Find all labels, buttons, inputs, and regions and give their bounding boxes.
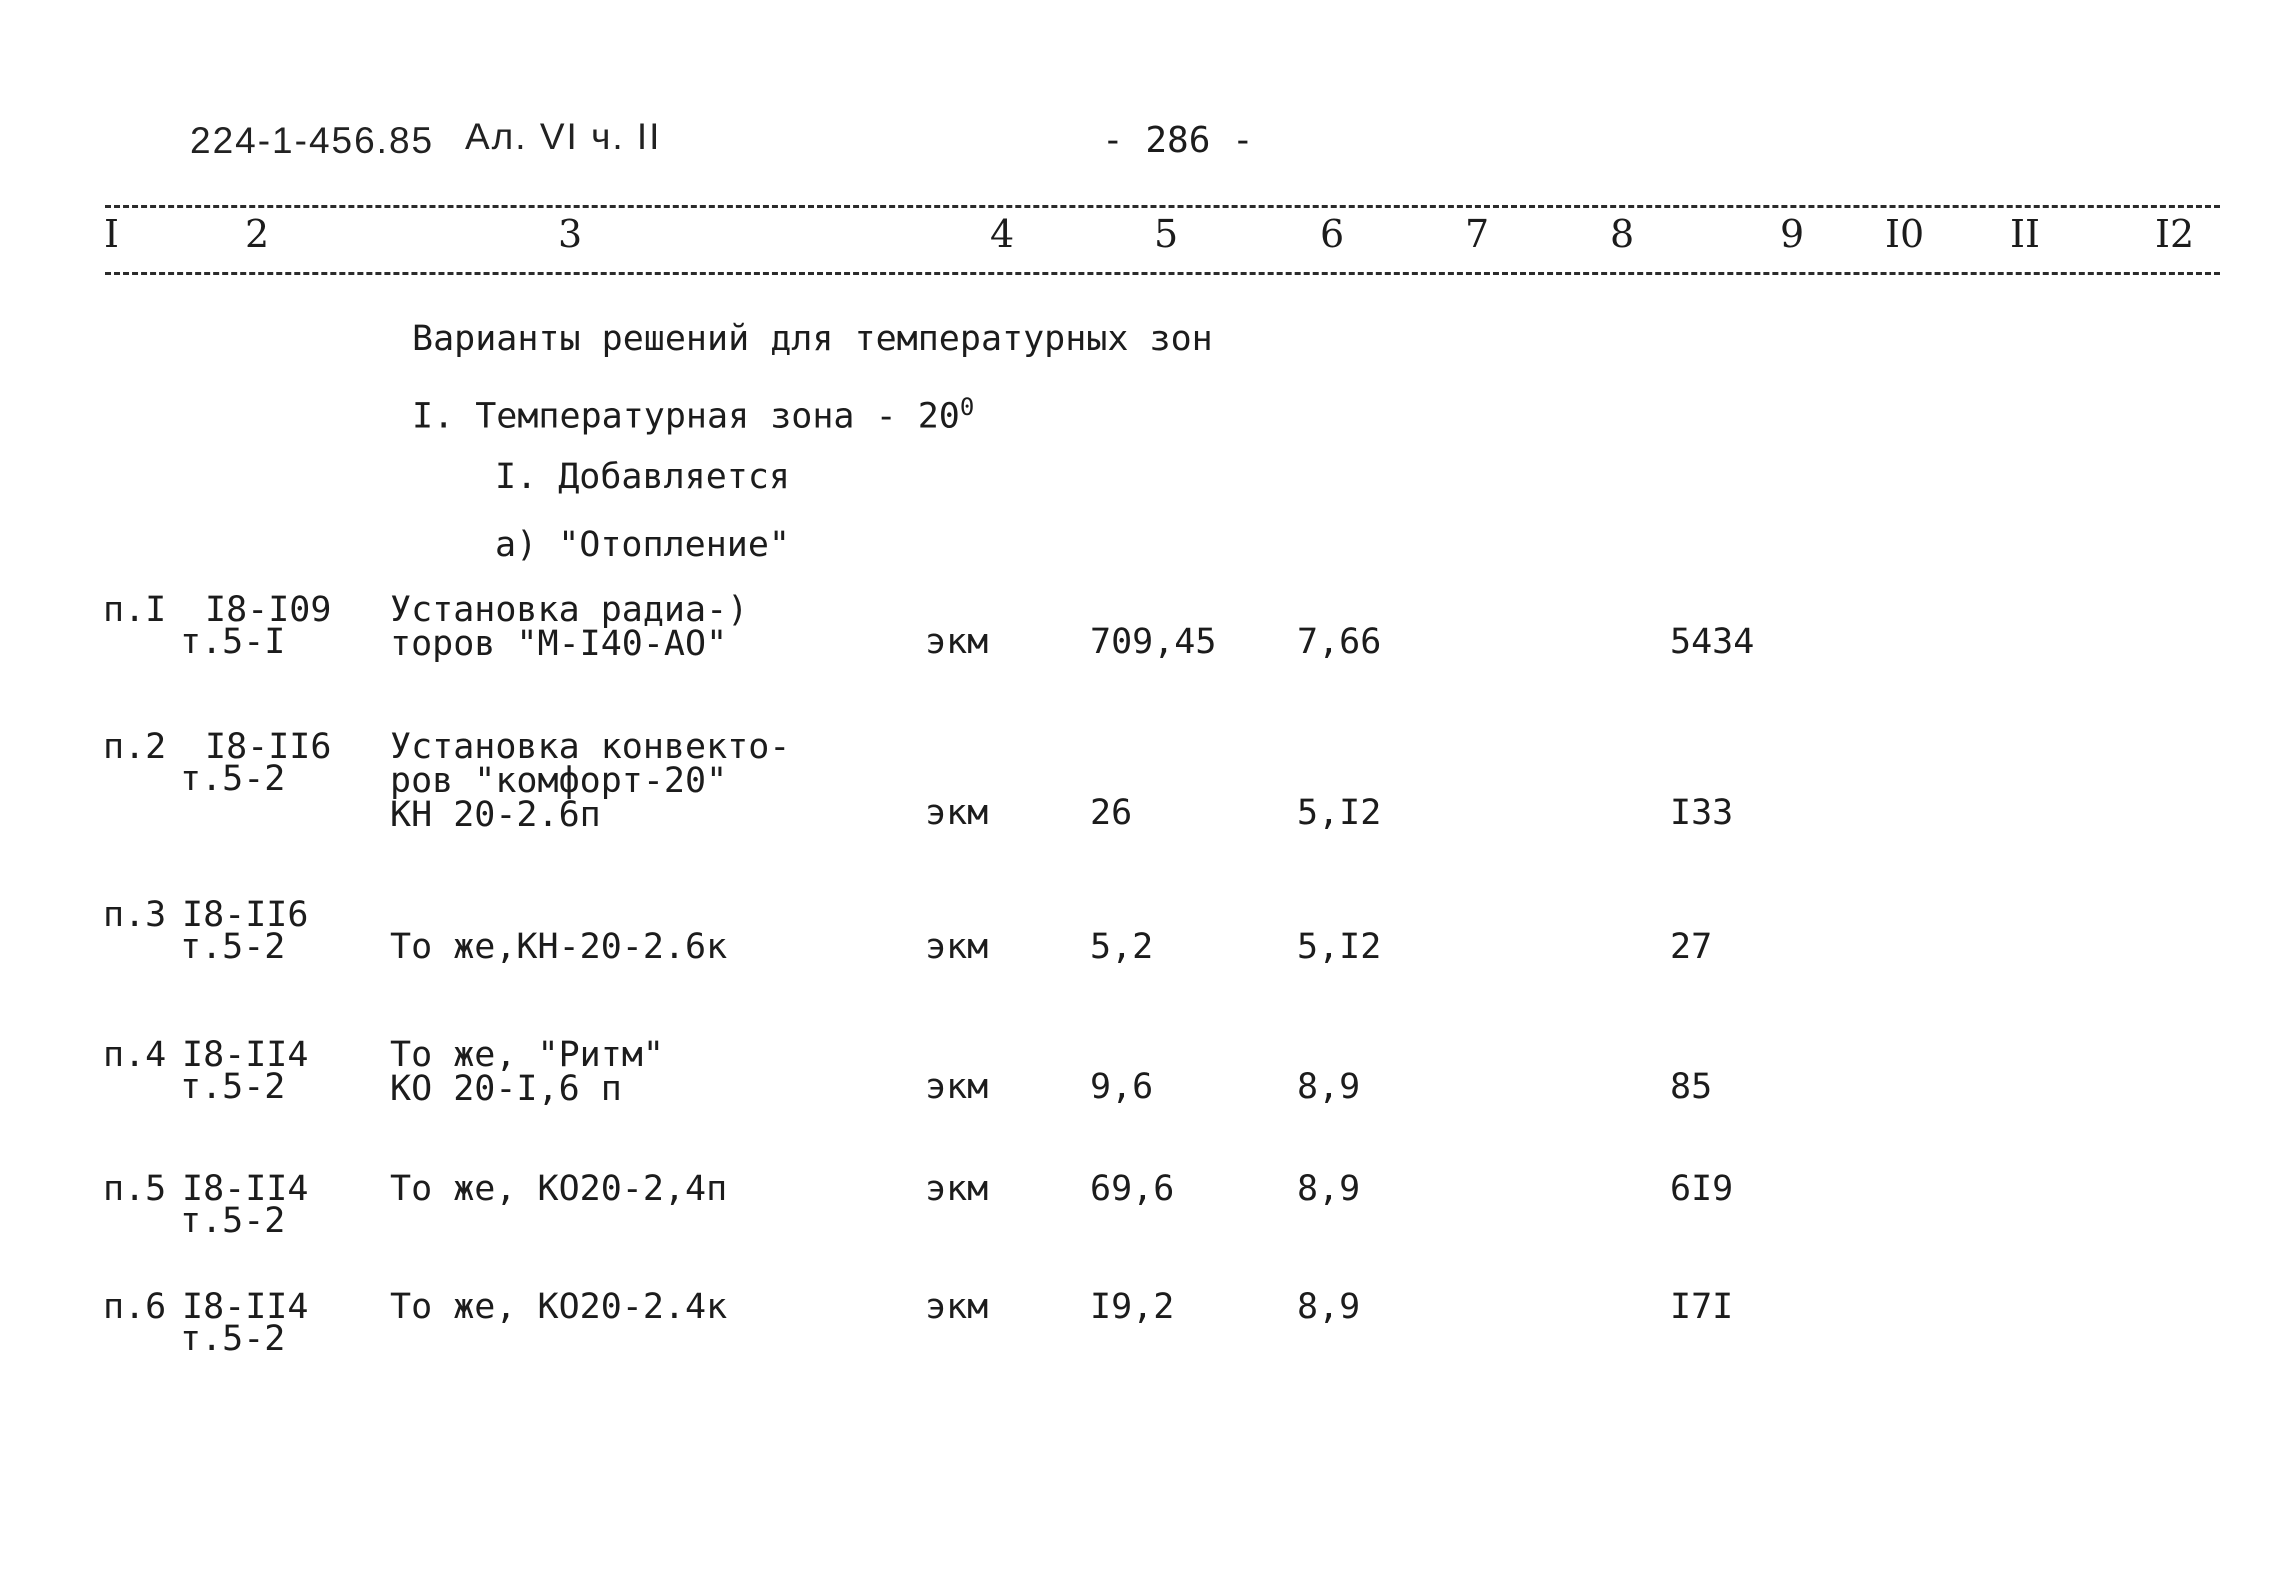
table-row — [0, 727, 2283, 850]
row-price: 5,I2 — [1297, 927, 1382, 967]
bottom-rule — [105, 272, 2220, 275]
zone-heading-degree: 0 — [959, 393, 975, 421]
album-reference: Ал. VI ч. II — [465, 116, 662, 157]
row-description: Установка радиа-) торов "М-I40-АО" — [390, 590, 749, 664]
row-number: п.5 — [103, 1169, 167, 1209]
section-title: Варианты решений для температурных зон — [412, 319, 1213, 359]
item-heading: а) "Отопление" — [495, 525, 791, 565]
row-description: То же, "Ритм" КО 20-I,6 п — [390, 1035, 664, 1109]
document-code: 224-1-456.85 — [190, 120, 435, 161]
col-12: I2 — [2155, 212, 2195, 256]
table-row — [0, 1169, 2283, 1292]
row-code: I8-I09 — [205, 590, 332, 630]
row-total: I7I — [1670, 1287, 1734, 1327]
row-code: I8-II6 — [182, 895, 309, 935]
zone-heading — [412, 390, 975, 437]
row-number: п.I — [103, 590, 167, 630]
col-5: 5 — [1154, 212, 1179, 256]
page-number: - 286 - — [1102, 120, 1254, 161]
row-table-ref: т.5-I — [180, 622, 286, 662]
col-6: 6 — [1320, 212, 1345, 256]
row-number: п.3 — [103, 895, 167, 935]
row-price: 7,66 — [1297, 622, 1382, 662]
row-unit: экм — [925, 793, 989, 833]
row-quantity: 26 — [1090, 793, 1133, 833]
table-row — [0, 1287, 2283, 1410]
row-quantity: 69,6 — [1090, 1169, 1175, 1209]
col-11: II — [2010, 212, 2041, 256]
row-total: 27 — [1670, 927, 1713, 967]
row-code: I8-II4 — [182, 1035, 309, 1075]
col-3: 3 — [558, 212, 583, 256]
subsection-heading: I. Добавляется — [495, 457, 791, 497]
row-quantity: I9,2 — [1090, 1287, 1175, 1327]
row-price: 8,9 — [1297, 1169, 1361, 1209]
row-total: 6I9 — [1670, 1169, 1734, 1209]
col-1: I — [104, 212, 120, 256]
row-table-ref: т.5-2 — [180, 759, 286, 799]
row-price: 8,9 — [1297, 1287, 1361, 1327]
row-quantity: 9,6 — [1090, 1067, 1154, 1107]
row-code: I8-II4 — [182, 1287, 309, 1327]
row-price: 5,I2 — [1297, 793, 1382, 833]
col-8: 8 — [1610, 212, 1635, 256]
table-row — [0, 1035, 2283, 1158]
col-9: 9 — [1780, 212, 1805, 256]
row-number: п.6 — [103, 1287, 167, 1327]
row-code: I8-II6 — [205, 727, 332, 767]
row-description: То же, КО20-2.4к — [390, 1287, 728, 1327]
col-10: I0 — [1885, 212, 1925, 256]
row-code: I8-II4 — [182, 1169, 309, 1209]
table-row — [0, 590, 2283, 713]
row-total: 85 — [1670, 1067, 1713, 1107]
row-description: Установка конвекто- ров "комфорт-20" КН 20-2.6п — [390, 727, 791, 835]
row-table-ref: т.5-2 — [180, 1319, 286, 1359]
zone-heading-text: I. Температурная зона - 20 — [412, 396, 960, 437]
row-table-ref: т.5-2 — [180, 1201, 286, 1241]
row-total: I33 — [1670, 793, 1734, 833]
row-quantity: 709,45 — [1090, 622, 1217, 662]
col-2: 2 — [245, 212, 270, 256]
row-unit: экм — [925, 1067, 989, 1107]
row-unit: экм — [925, 1287, 989, 1327]
row-description: То же, КО20-2,4п — [390, 1169, 728, 1209]
row-total: 5434 — [1670, 622, 1755, 662]
row-quantity: 5,2 — [1090, 927, 1154, 967]
row-description: То же,КН-20-2.6к — [390, 927, 728, 967]
table-row — [0, 895, 2283, 1018]
top-rule — [105, 205, 2220, 208]
row-number: п.4 — [103, 1035, 167, 1075]
col-4: 4 — [990, 212, 1015, 256]
col-7: 7 — [1465, 212, 1490, 256]
row-table-ref: т.5-2 — [180, 1067, 286, 1107]
row-table-ref: т.5-2 — [180, 927, 286, 967]
row-price: 8,9 — [1297, 1067, 1361, 1107]
row-unit: экм — [925, 622, 989, 662]
row-unit: экм — [925, 1169, 989, 1209]
row-unit: экм — [925, 927, 989, 967]
row-number: п.2 — [103, 727, 167, 767]
